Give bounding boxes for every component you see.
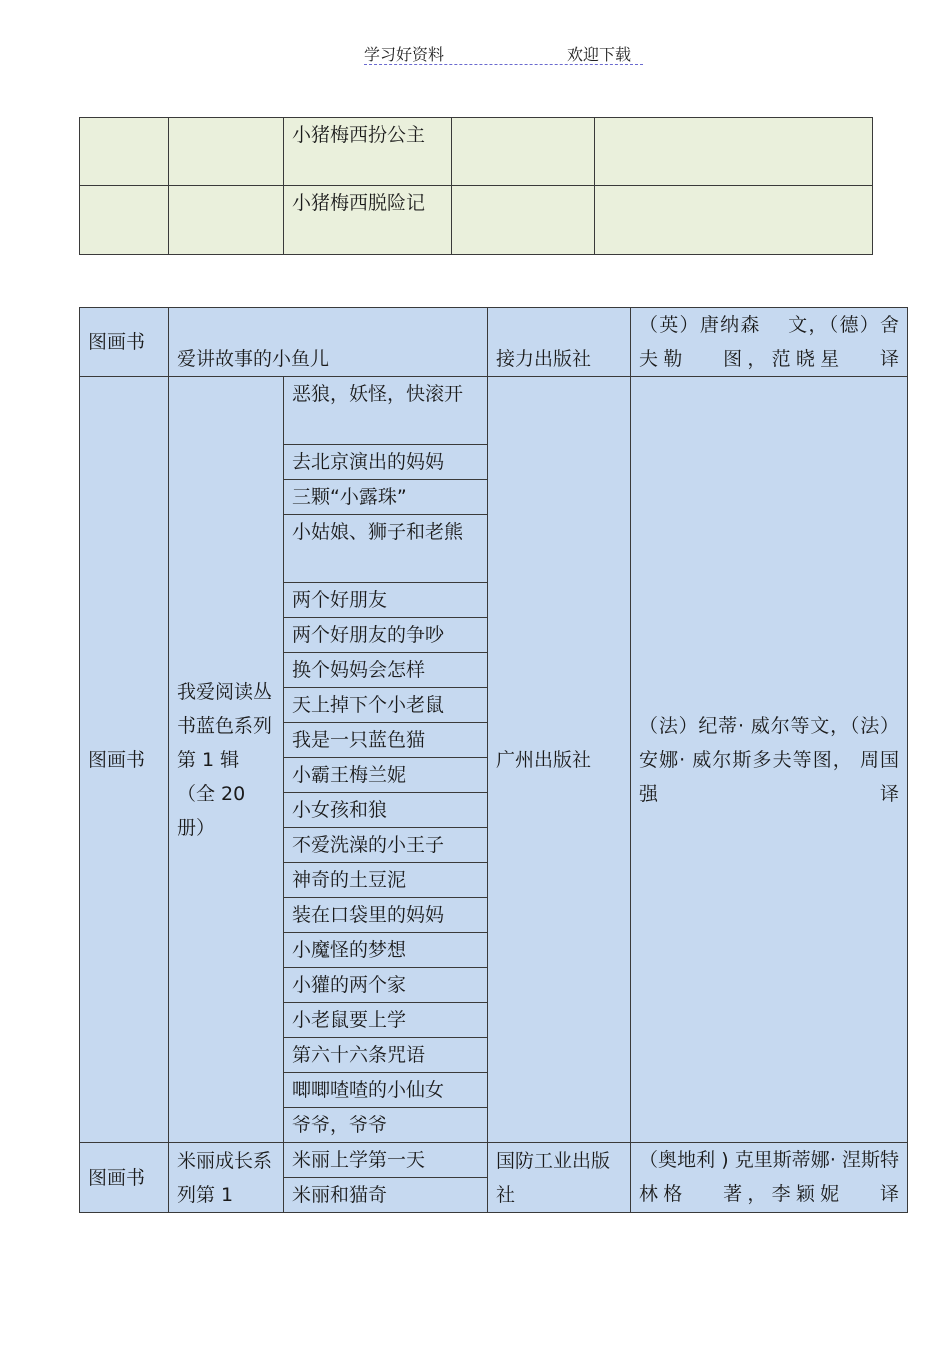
title-cell: 装在口袋里的妈妈 <box>284 898 488 933</box>
title-cell: 小魔怪的梦想 <box>284 933 488 968</box>
title-cell: 小霸王梅兰妮 <box>284 758 488 793</box>
series-cell <box>169 118 284 186</box>
header-divider <box>364 64 643 65</box>
title-cell: 神奇的土豆泥 <box>284 863 488 898</box>
type-cell <box>80 118 169 186</box>
author-cell: （奥地利 ) 克里斯蒂娜· 涅斯特林格 著，李颖妮 译 <box>631 1143 908 1213</box>
title-cell: 小猪梅西脱险记 <box>284 186 452 255</box>
series-group-mili <box>80 1143 908 1213</box>
type-cell: 图画书 <box>80 308 169 377</box>
table-row <box>80 308 908 377</box>
title-cell: 小猪梅西扮公主 <box>284 118 452 186</box>
title-cell: 米丽和猫奇 <box>284 1178 488 1213</box>
series-group-blue <box>80 377 908 1143</box>
title-cell: 两个好朋友的争吵 <box>284 618 488 653</box>
author-cell <box>595 186 873 255</box>
title-cell: 唧唧喳喳的小仙女 <box>284 1073 488 1108</box>
author-cell: （法）纪蒂· 威尔等文，（法）安娜· 威尔斯多夫等图， 周国强译 <box>631 377 908 1143</box>
title-cell: 恶狼，妖怪，快滚开 <box>284 377 488 445</box>
publisher-cell <box>452 118 595 186</box>
series-cell: 我爱阅读丛书蓝色系列第 1 辑（全 20 册） <box>169 377 284 1143</box>
table-row <box>80 1143 908 1178</box>
title-cell: 不爱洗澡的小王子 <box>284 828 488 863</box>
title-cell: 第六十六条咒语 <box>284 1038 488 1073</box>
series-cell <box>169 186 284 255</box>
author-cell <box>595 118 873 186</box>
title-cell: 小老鼠要上学 <box>284 1003 488 1038</box>
table-row <box>80 377 908 445</box>
title-cell: 米丽上学第一天 <box>284 1143 488 1178</box>
title-cell: 三颗“小露珠” <box>284 480 488 515</box>
header-right: 欢迎下载 <box>567 45 632 64</box>
publisher-cell: 广州出版社 <box>488 377 631 1143</box>
type-cell: 图画书 <box>80 377 169 1143</box>
publisher-cell: 接力出版社 <box>488 308 631 377</box>
title-cell: 换个妈妈会怎样 <box>284 653 488 688</box>
header-left: 学习好资料 <box>364 45 445 64</box>
book-table <box>79 307 908 1213</box>
table-row <box>80 186 873 255</box>
title-cell: 小姑娘、狮子和老熊 <box>284 515 488 583</box>
title-cell: 小獾的两个家 <box>284 968 488 1003</box>
title-cell: 我是一只蓝色猫 <box>284 723 488 758</box>
title-cell: 爷爷，爷爷 <box>284 1108 488 1143</box>
series-cell: 米丽成长系列第 1 <box>169 1143 284 1213</box>
title-cell: 小女孩和狼 <box>284 793 488 828</box>
title-cell: 天上掉下个小老鼠 <box>284 688 488 723</box>
title-cell: 去北京演出的妈妈 <box>284 445 488 480</box>
title-cell: 两个好朋友 <box>284 583 488 618</box>
book-table-continued <box>79 117 873 255</box>
publisher-cell <box>452 186 595 255</box>
table-row <box>80 118 873 186</box>
type-cell: 图画书 <box>80 1143 169 1213</box>
type-cell <box>80 186 169 255</box>
publisher-cell: 国防工业出版社 <box>488 1143 631 1213</box>
series-cell: 爱讲故事的小鱼儿 <box>169 308 488 377</box>
author-cell: （英）唐纳森 文，（德）舍夫勒 图，范晓星 译 <box>631 308 908 377</box>
